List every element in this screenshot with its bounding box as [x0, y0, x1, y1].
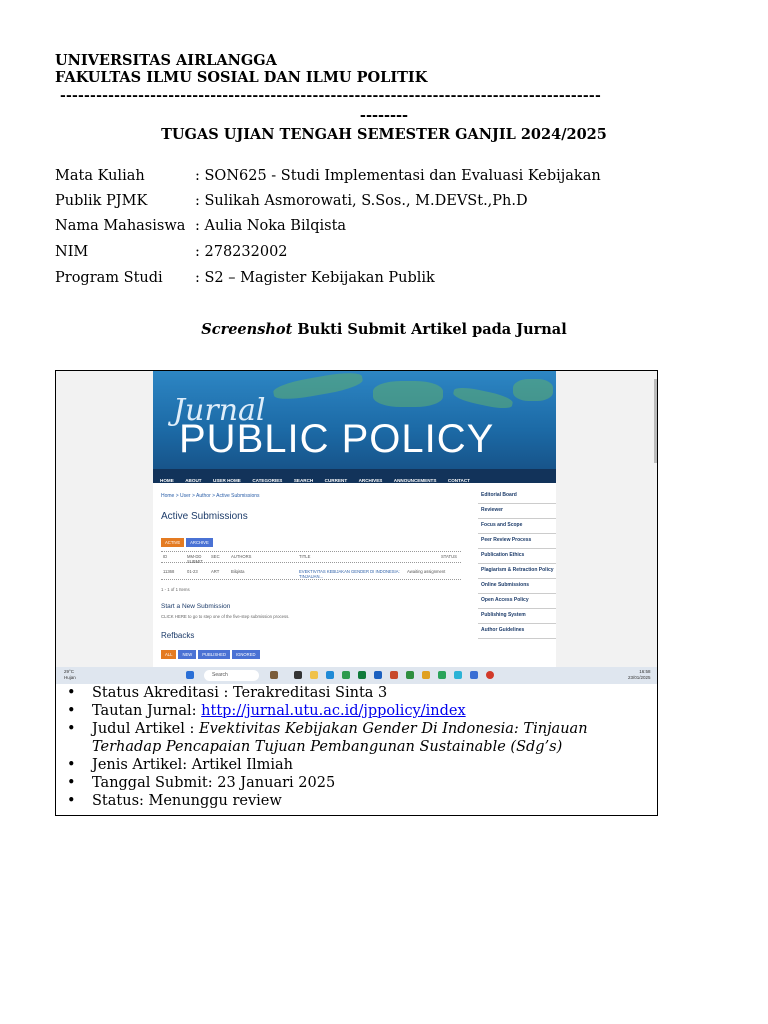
archive-button[interactable]: ARCHIVE [186, 538, 213, 547]
info-row-pjmk [55, 193, 528, 209]
active-button[interactable]: ACTIVE [161, 538, 184, 547]
new-submission-heading: Start a New Submission [161, 603, 231, 610]
info-row-program [55, 270, 435, 286]
new-button[interactable]: NEW [178, 650, 196, 659]
caption-italic: Screenshot [201, 321, 293, 338]
row-id: 11368 [163, 569, 175, 574]
taskbar-search[interactable]: Search [204, 670, 259, 681]
journal-nav [153, 469, 556, 483]
article-details-list [56, 684, 656, 810]
submission-proof-box [55, 370, 658, 816]
info-label: NIM [55, 244, 89, 260]
app-icon-yellow[interactable] [422, 671, 430, 679]
nav-about[interactable]: ABOUT [185, 478, 202, 483]
ignored-button[interactable]: IGNORED [232, 650, 260, 659]
journal-link-label: Tautan Jurnal: [92, 703, 202, 719]
new-submission-link[interactable]: CLICK HERE to go to step one of the five-step submission process. [161, 614, 290, 619]
folder-icon[interactable] [310, 671, 318, 679]
nav-categories[interactable]: CATEGORIES [252, 478, 283, 483]
breadcrumb[interactable]: Home > User > Author > Active Submissions [161, 493, 260, 499]
powerpoint-icon[interactable] [390, 671, 398, 679]
journal-link[interactable]: http://jurnal.utu.ac.id/jppolicy/index [201, 703, 466, 719]
sidebar-item-plagiarism[interactable]: Plagiarism & Retraction Policy [478, 564, 556, 579]
submission-filter-buttons [161, 531, 215, 549]
list-item [56, 756, 656, 774]
weather-desc: Hujan [64, 675, 76, 680]
list-item [56, 702, 656, 720]
excel-icon[interactable] [358, 671, 366, 679]
info-value: : SON625 - Studi Implementasi dan Evaluasi Kebijakan [195, 168, 601, 184]
word-icon[interactable] [374, 671, 382, 679]
nav-archives[interactable]: ARCHIVES [358, 478, 383, 483]
nav-user-home[interactable]: USER HOME [213, 478, 241, 483]
article-type: Jenis Artikel: Artikel Ilmiah [92, 757, 294, 773]
exam-title: TUGAS UJIAN TENGAH SEMESTER GANJIL 2024/2025 [161, 126, 607, 143]
journal-banner [153, 371, 556, 469]
row-date: 01-23 [187, 569, 198, 574]
university-name: UNIVERSITAS AIRLANGGA [55, 52, 277, 69]
opera-icon[interactable] [486, 671, 494, 679]
info-label: Mata Kuliah [55, 168, 145, 184]
items-count: 1 - 1 of 1 Items [161, 587, 190, 592]
review-status: Status: Menunggu review [92, 793, 282, 809]
published-button[interactable]: PUBLISHED [198, 650, 230, 659]
col-title: TITLE [299, 554, 311, 559]
sidebar-item-peer-review[interactable]: Peer Review Process [478, 534, 556, 549]
clock-time: 16:58 [639, 669, 651, 674]
all-button[interactable]: ALL [161, 650, 176, 659]
col-sec: SEC [211, 554, 220, 559]
app-icon-cyan[interactable] [454, 671, 462, 679]
col-id: ID [163, 554, 168, 559]
accreditation-text: Status Akreditasi : Terakreditasi Sinta 3 [92, 685, 388, 701]
weather-widget[interactable] [64, 669, 76, 681]
row-title-link[interactable]: EVEKTIVITAS KEBIJAKAN GENDER DI INDONESIA: TINJAUAN... [299, 569, 400, 579]
caption-rest: Bukti Submit Artikel pada Jurnal [292, 321, 567, 338]
table-row[interactable] [161, 567, 461, 580]
sidebar-item-publishing-system[interactable]: Publishing System [478, 609, 556, 624]
banner-title: PUBLIC POLICY [179, 417, 495, 461]
info-row-student [55, 218, 346, 234]
submit-date: Tanggal Submit: 23 Januari 2025 [92, 775, 336, 791]
start-icon[interactable] [186, 671, 194, 679]
screenshot-caption [0, 321, 768, 338]
table-header [161, 551, 461, 563]
sidebar-item-reviewer[interactable]: Reviewer [478, 504, 556, 519]
app-icon[interactable] [270, 671, 278, 679]
info-value: : Sulikah Asmorowati, S.Sos., M.DEVSt.,Ph.D [195, 193, 528, 209]
list-item [56, 792, 656, 810]
nav-current[interactable]: CURRENT [324, 478, 348, 483]
task-view-icon[interactable] [294, 671, 302, 679]
journal-sidebar [478, 489, 556, 639]
sidebar-item-author-guidelines[interactable]: Author Guidelines [478, 624, 556, 639]
refback-filter-buttons [161, 643, 262, 661]
row-author: Bilqista [231, 569, 245, 574]
journal-screenshot [56, 371, 657, 684]
scrollbar[interactable] [654, 379, 657, 463]
nav-contact[interactable]: CONTACT [447, 478, 470, 483]
info-row-course [55, 168, 601, 184]
taskbar-clock [628, 669, 651, 681]
edge-icon[interactable] [326, 671, 334, 679]
col-date: MM-DD SUBMIT [187, 554, 203, 564]
windows-taskbar [56, 667, 657, 684]
active-submissions-heading: Active Submissions [161, 511, 248, 522]
weather-temp: 29°C [64, 669, 75, 674]
info-row-nim [55, 244, 288, 260]
sidebar-item-publication-ethics[interactable]: Publication Ethics [478, 549, 556, 564]
journal-page [153, 371, 556, 667]
divider-line-continued: -------- [359, 107, 409, 124]
sidebar-item-editorial-board[interactable]: Editorial Board [478, 489, 556, 504]
list-item [56, 720, 656, 756]
info-label: Program Studi [55, 270, 163, 286]
info-label: Publik PJMK [55, 193, 148, 209]
app-icon-teal[interactable] [438, 671, 446, 679]
sidebar-item-open-access[interactable]: Open Access Policy [478, 594, 556, 609]
nav-home[interactable]: HOME [160, 478, 174, 483]
refbacks-heading: Refbacks [161, 631, 195, 640]
nav-announcements[interactable]: ANNOUNCEMENTS [393, 478, 437, 483]
list-item [56, 684, 656, 702]
sidebar-item-online-submissions[interactable]: Online Submissions [478, 579, 556, 594]
divider-line: ------------------------------------------------------------------------------------------ [60, 88, 601, 104]
nav-search[interactable]: SEARCH [293, 478, 314, 483]
chrome-icon[interactable] [342, 671, 350, 679]
app-icon-blue[interactable] [470, 671, 478, 679]
row-status: Awaiting assignment [407, 569, 446, 574]
app-icon-green[interactable] [406, 671, 414, 679]
info-value: : Aulia Noka Bilqista [195, 218, 347, 234]
clock-date: 23/01/2025 [628, 675, 651, 680]
article-title: Evektivitas Kebijakan Gender Di Indonesia: Tinjauan Terhadap Pencapaian Tujuan Pembangunan Sustainable (Sdg’s) [92, 721, 588, 755]
col-status: STATUS [441, 554, 457, 559]
faculty-name: FAKULTAS ILMU SOSIAL DAN ILMU POLITIK [55, 69, 428, 86]
row-sec: ART [211, 569, 220, 574]
article-title-label: Judul Artikel : [92, 721, 199, 737]
sidebar-item-focus-scope[interactable]: Focus and Scope [478, 519, 556, 534]
banner-script: Jurnal [173, 393, 266, 428]
list-item [56, 774, 656, 792]
info-value: : S2 – Magister Kebijakan Publik [195, 270, 435, 286]
info-value: : 278232002 [195, 244, 288, 260]
info-label: Nama Mahasiswa [55, 218, 186, 234]
col-authors: AUTHORS [231, 554, 252, 559]
